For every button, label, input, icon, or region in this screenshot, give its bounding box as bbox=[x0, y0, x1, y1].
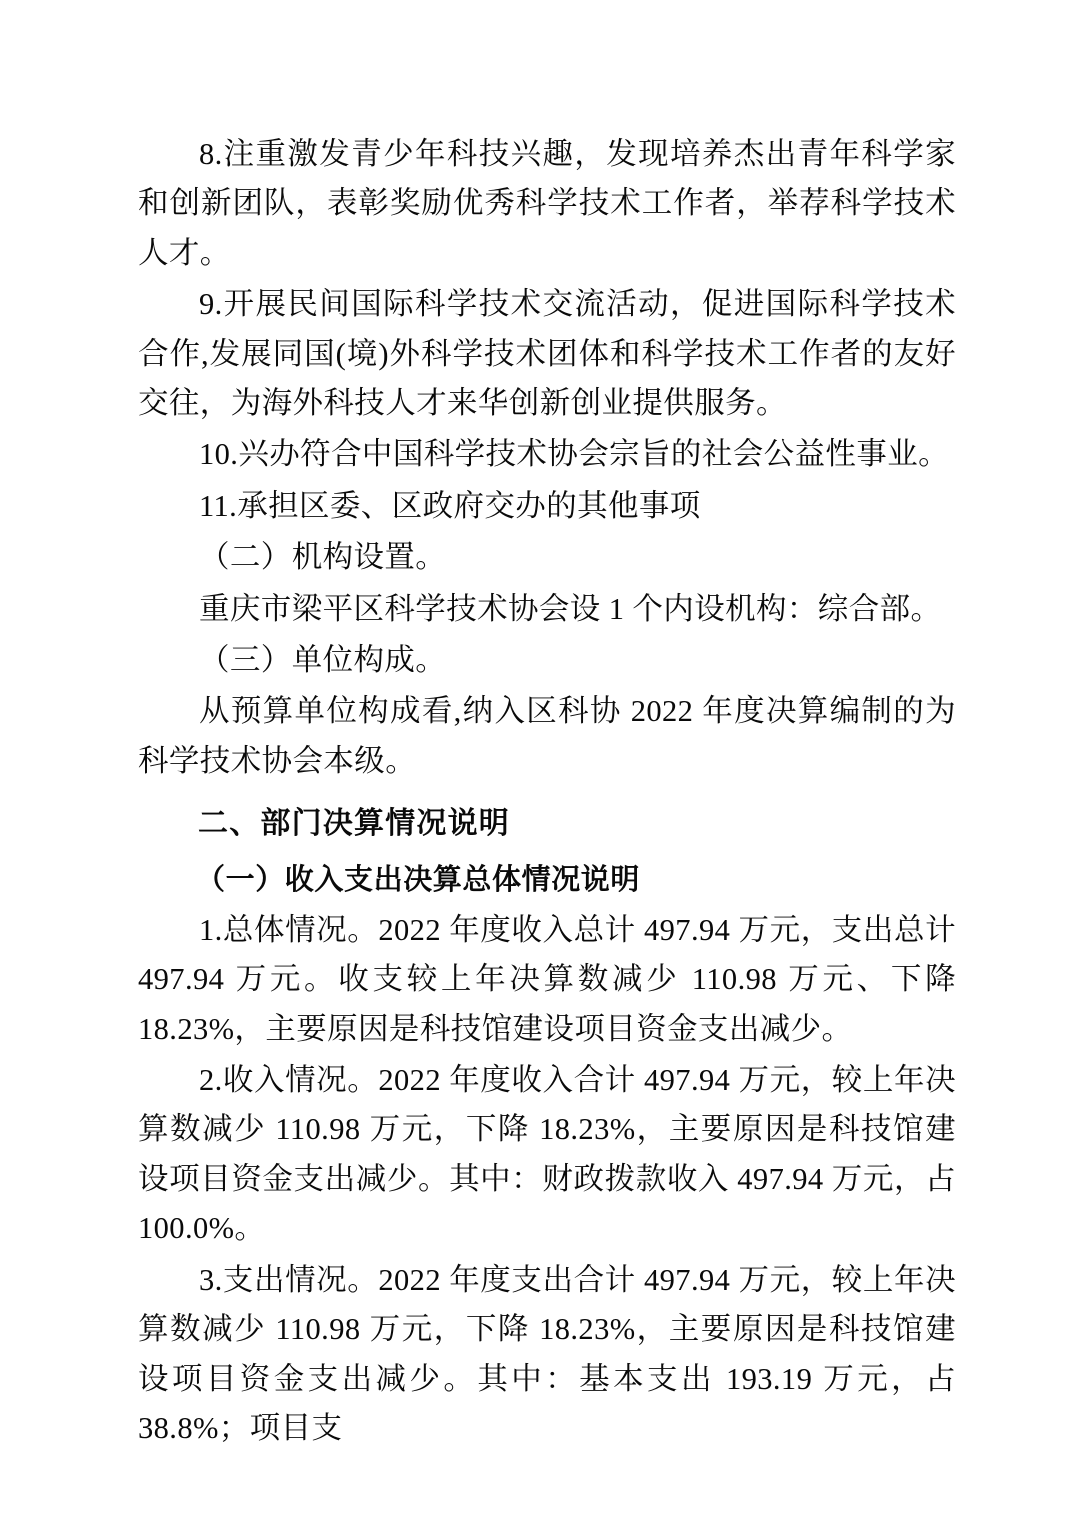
document-body bbox=[138, 130, 956, 1453]
section-org-structure-title: （二）机构设置。 bbox=[199, 540, 447, 575]
duty-item-10: 10.兴办符合中国科学技术协会宗旨的社会公益性事业。 bbox=[199, 437, 950, 472]
section-two-sub-one-heading: （一）收入支出决算总体情况说明 bbox=[196, 863, 641, 896]
duty-item-11: 11.承担区委、区政府交办的其他事项 bbox=[199, 488, 701, 523]
section-two-heading: 二、部门决算情况说明 bbox=[198, 807, 510, 841]
income-situation-paragraph: 2.收入情况。2022 年度收入合计 497.94 万元，较上年决算数减少 110.98 万元，下降 18.23%，主要原因是科技馆建设项目资金支出减少。其中：财政拨款收入 497.94 万元，占 100.0%。 bbox=[138, 1063, 956, 1246]
duty-item-9: 9.开展民间国际科学技术交流活动，促进国际科学技术合作,发展同国(境)外科学技术团体和科学技术工作者的友好交往，为海外科技人才来华创新创业提供服务。 bbox=[138, 287, 956, 421]
org-structure-body: 重庆市梁平区科学技术协会设 1 个内设机构：综合部。 bbox=[199, 591, 942, 626]
section-unit-composition-title: （三）单位构成。 bbox=[199, 643, 447, 678]
duty-item-8: 8.注重激发青少年科技兴趣，发现培养杰出青年科学家和创新团队，表彰奖励优秀科学技术工作者，举荐科学技术人才。 bbox=[138, 137, 956, 270]
overall-situation-paragraph: 1.总体情况。2022 年度收入总计 497.94 万元，支出总计 497.94 万元。收支较上年决算数减少 110.98 万元、下降 18.23%，主要原因是科技馆建设项目资金支出减少。 bbox=[138, 912, 956, 1046]
expenditure-situation-paragraph: 3.支出情况。2022 年度支出合计 497.94 万元，较上年决算数减少 110.98 万元，下降 18.23%，主要原因是科技馆建设项目资金支出减少。其中：基本支出 193.19 万元，占 38.8%；项目支 bbox=[138, 1262, 956, 1445]
unit-composition-body: 从预算单位构成看,纳入区科协 2022 年度决算编制的为科学技术协会本级。 bbox=[138, 694, 956, 778]
